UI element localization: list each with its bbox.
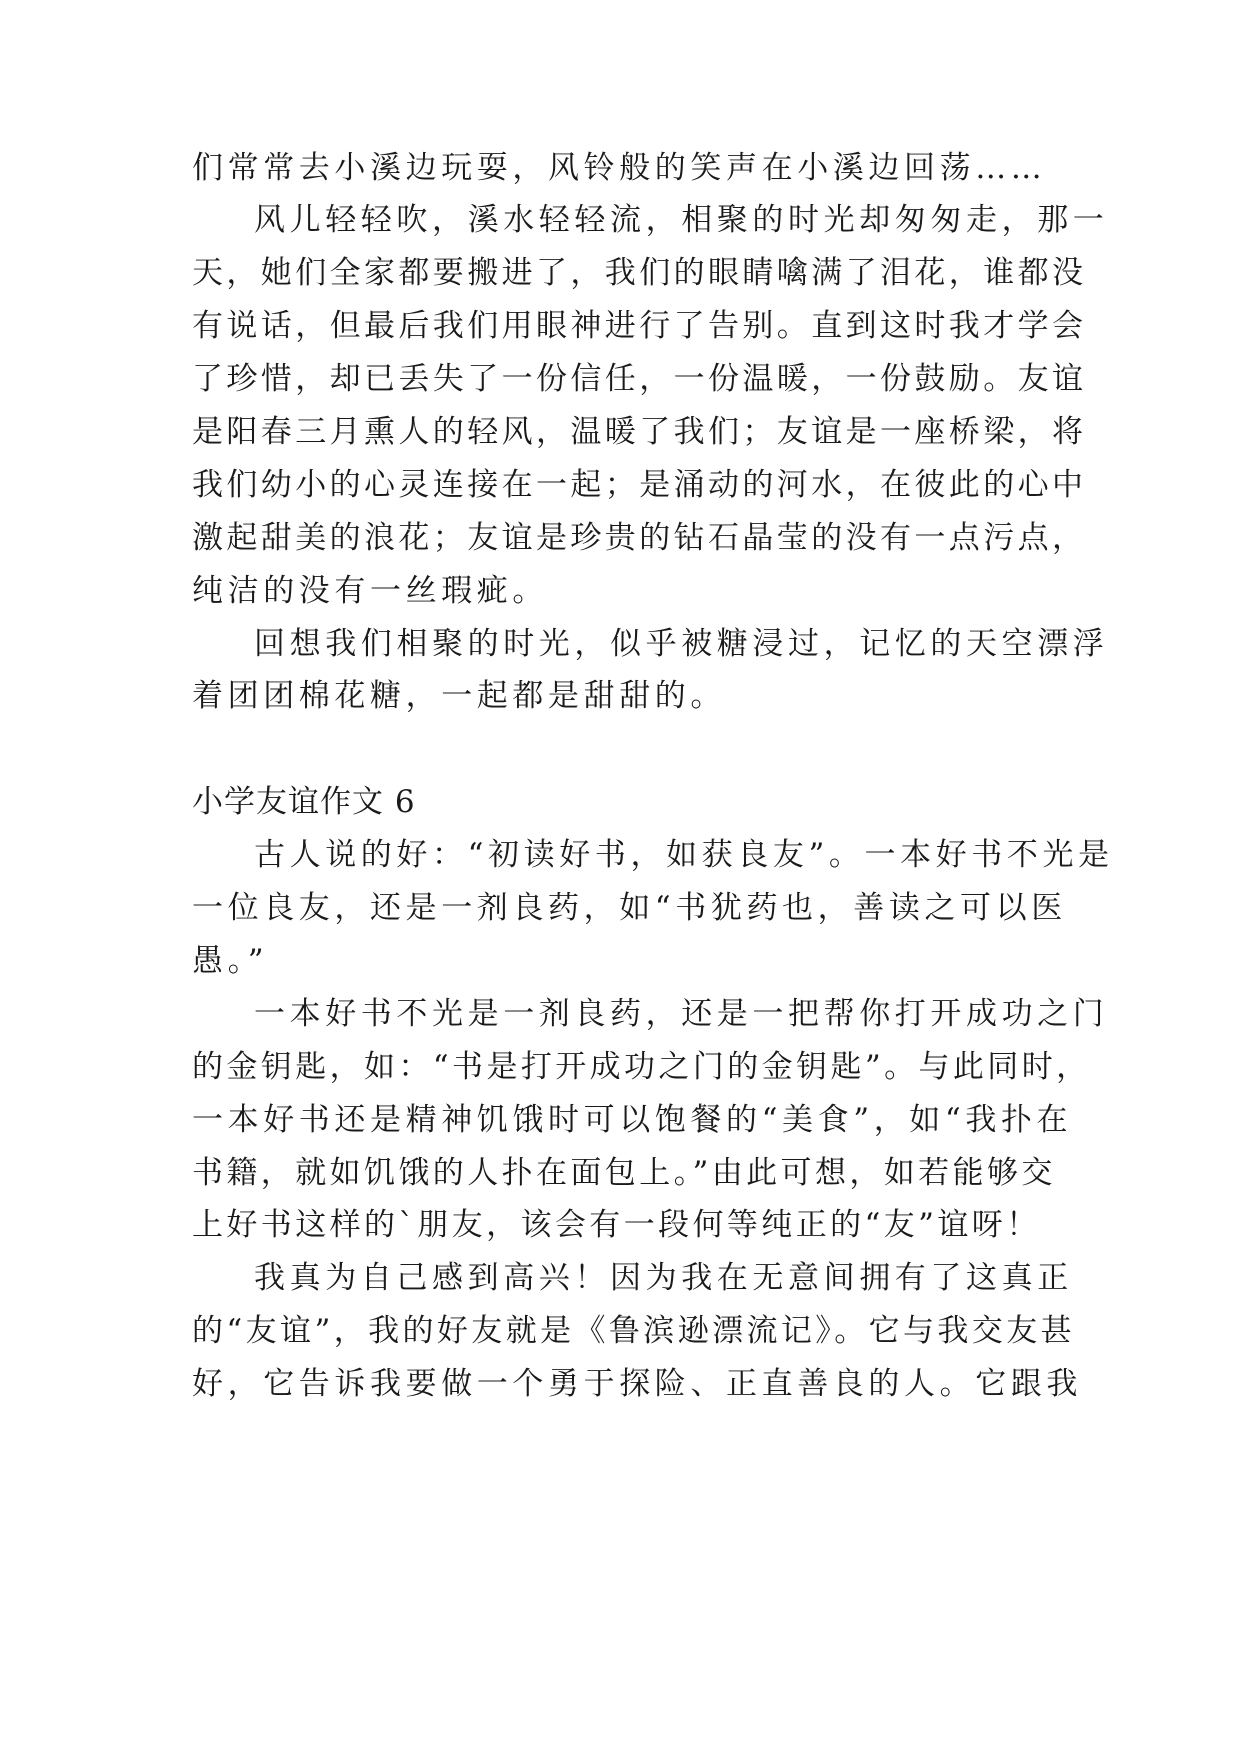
paragraph-start-line: 古人说的好：“初读好书，如获良友”。一本好书不光是 [254,837,1114,873]
text-line: 上好书这样的`朋友，该会有一段何等纯正的“友”谊呀！ [192,1207,1041,1243]
text-line: 的金钥匙，如：“书是打开成功之门的金钥匙”。与此同时， [192,1049,1091,1085]
text-line: 有说话，但最后我们用眼神进行了告别。直到这时我才学会 [192,308,1087,344]
text-line: 天，她们全家都要搬进了，我们的眼睛噙满了泪花，谁都没 [192,255,1087,291]
section-heading: 小学友谊作文 6 [192,784,416,820]
text-line: 的“友谊”，我的好友就是《鲁滨逊漂流记》。它与我交友甚 [192,1313,1075,1349]
text-line: 一位良友，还是一剂良药，如“书犹药也，善读之可以医 [192,890,1067,926]
paragraph-start-line: 一本好书不光是一剂良药，还是一把帮你打开成功之门 [254,996,1109,1032]
text-line: 着团团棉花糖，一起都是甜甜的。 [192,678,726,714]
text-line: 们常常去小溪边玩耍，风铃般的笑声在小溪边回荡…… [192,150,1047,186]
text-line: 激起甜美的浪花；友谊是珍贵的钻石晶莹的没有一点污点， [192,520,1087,556]
text-line: 纯洁的没有一丝瑕疵。 [192,573,548,609]
paragraph-start-line: 我真为自己感到高兴！因为我在无意间拥有了这真正 [254,1260,1073,1296]
text-line: 愚。” [192,943,269,979]
text-line: 了珍惜，却已丢失了一份信任，一份温暖，一份鼓励。友谊 [192,361,1087,397]
text-line: 一本好书还是精神饥饿时可以饱餐的“美食”，如“我扑在 [192,1102,1073,1138]
paragraph-start-line: 风儿轻轻吹，溪水轻轻流，相聚的时光却匆匆走，那一 [254,202,1109,238]
paragraph-start-line: 回想我们相聚的时光，似乎被糖浸过，记忆的天空漂浮 [254,626,1109,662]
text-line: 书籍，就如饥饿的人扑在面包上。”由此可想，如若能够交 [192,1155,1056,1191]
text-line: 是阳春三月熏人的轻风，温暖了我们；友谊是一座桥梁，将 [192,414,1087,450]
text-line: 好，它告诉我要做一个勇于探险、正直善良的人。它跟我 [192,1366,1082,1402]
text-line: 我们幼小的心灵连接在一起；是涌动的河水，在彼此的心中 [192,467,1087,503]
